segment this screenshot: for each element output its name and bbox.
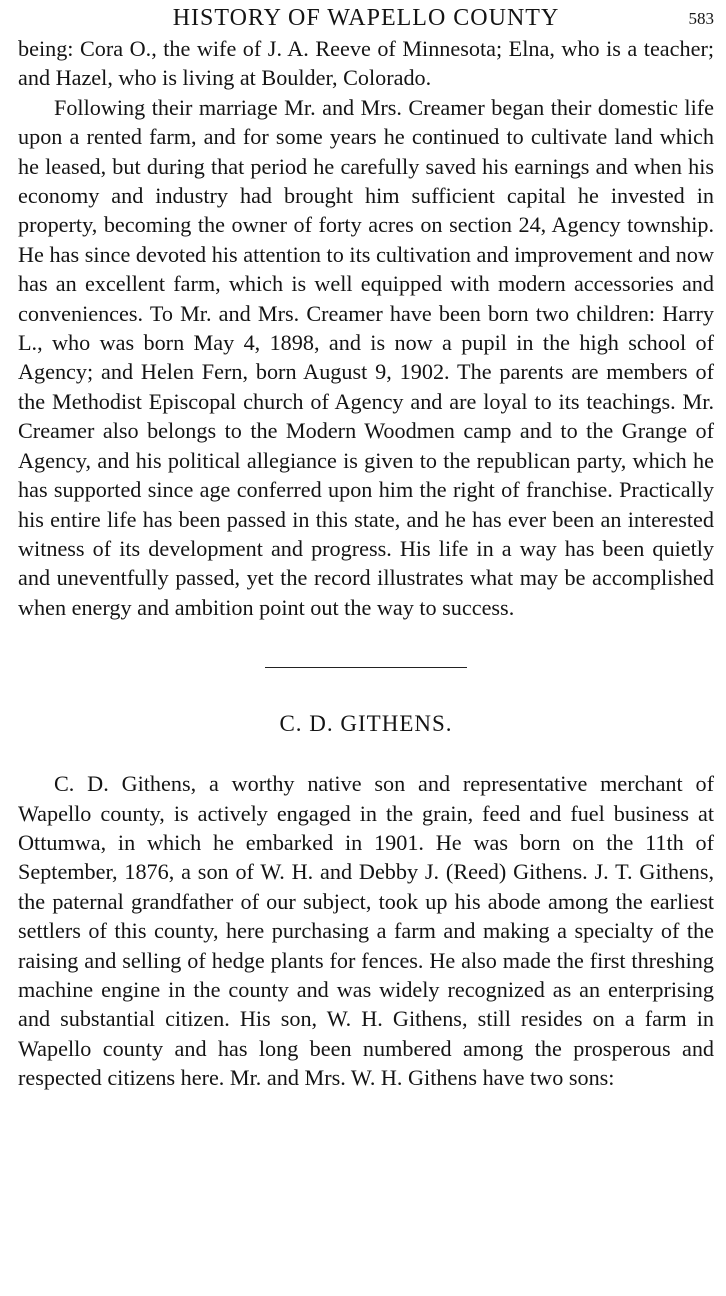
running-header [18, 0, 714, 34]
book-page [18, 0, 714, 1093]
page-number: 583 [688, 9, 714, 28]
creamer-paragraph: Following their marriage Mr. and Mrs. Creamer began their domestic life upon a rented farm, and for some years he continued to cultivate land which he leased, but during that period he carefully saved his earnings and when his economy and industry had brought him sufficient capital he invested in property, becoming the owner of forty acres on section 24, Agency township. He has since devoted his attention to its cultivation and improvement and now has an excellent farm, which is well equipped with modern accessories and conveniences. To Mr. and Mrs. Creamer have been born two children: Harry L., who was born May 4, 1898, and is now a pupil in the high school of Agency; and Helen Fern, born August 9, 1902. The parents are members of the Methodist Episcopal church of Agency and are loyal to its teachings. Mr. Creamer also belongs to the Modern Woodmen camp and to the Grange of Agency, and his political allegiance is given to the republican party, which he has supported since age conferred upon him the right of franchise. Practically his entire life has been passed in this state, and he has ever been an interested witness of its development and progress. His life in a way has been quietly and uneventfully passed, yet the record illustrates what may be accomplished when energy and ambition point out the way to success. [18, 94, 714, 620]
continued-paragraph: being: Cora O., the wife of J. A. Reeve of Minnesota; Elna, who is a teacher; and Hazel, who is living at Boulder, Colorado. [18, 36, 714, 91]
section-title: C. D. GITHENS. [279, 711, 453, 737]
running-head-title: HISTORY OF WAPELLO COUNTY [172, 5, 560, 31]
githens-paragraph: C. D. Githens, a worthy native son and representative merchant of Wapello county, is actively engaged in the grain, feed and fuel business at Ottumwa, in which he embarked in 1901. He was born on the 11th of September, 1876, a son of W. H. and Debby J. (Reed) Githens. J. T. Githens, the paternal grandfather of our subject, took up his abode among the earliest settlers of this county, here purchasing a farm and making a specialty of the raising and selling of hedge plants for fences. He also made the first threshing machine engine in the county and was widely recognized as an enterprising and substantial citizen. His son, W. H. Githens, still resides on a farm in Wapello county and has long been numbered among the prosperous and respected citizens here. Mr. and Mrs. W. H. Githens have two sons: [18, 771, 714, 1091]
section-divider [265, 667, 467, 668]
